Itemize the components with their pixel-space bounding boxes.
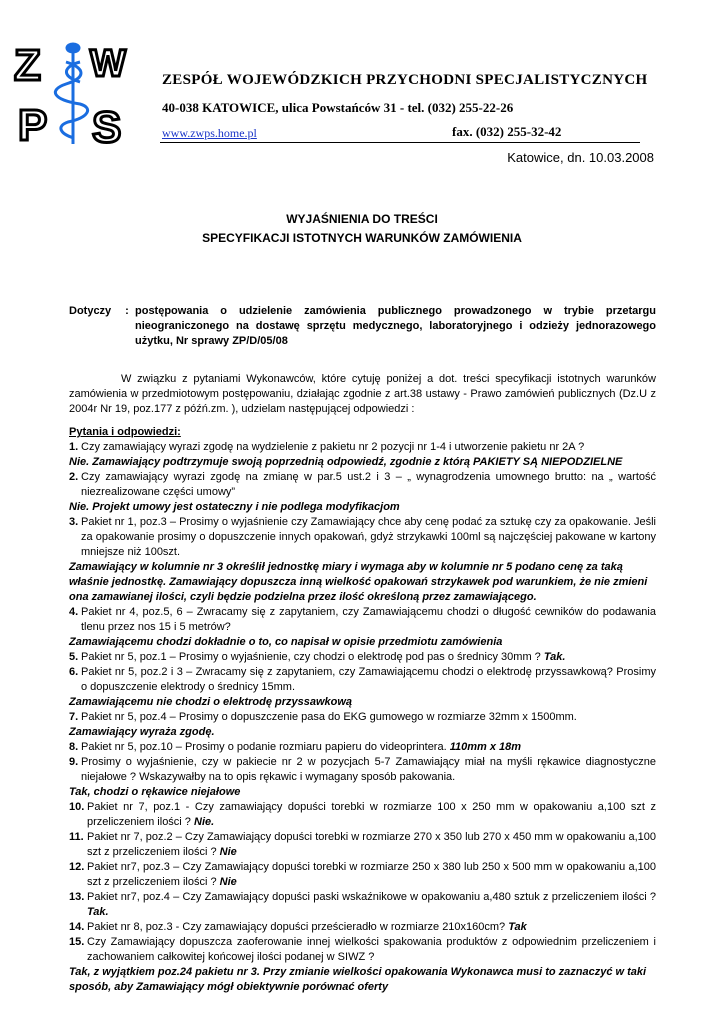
question-text: Pakiet nr7, poz.4 – Czy Zamawiający dopuści paski wskaźnikowe w opakowaniu a,480 sztuk z przeliczeniem ilości ? — [87, 891, 656, 903]
fax-number: fax. (032) 255-32-42 — [452, 124, 562, 139]
qa-heading: Pytania i odpowiedzi: — [69, 426, 181, 438]
website-link[interactable]: www.zwps.home.pl — [162, 126, 257, 140]
question-number: 5. — [69, 651, 79, 663]
inline-answer: 110mm x 18m — [449, 741, 522, 753]
question-item — [69, 740, 656, 755]
question-number: 12. — [69, 861, 85, 873]
question-text-wrap — [81, 515, 656, 560]
question-number: 10. — [69, 801, 85, 813]
question-number: 7. — [69, 711, 79, 723]
question-number: 4. — [69, 606, 79, 618]
inline-answer: Tak. — [543, 651, 566, 663]
question-text-wrap — [87, 890, 656, 920]
subject-text: postępowania o udzielenie zamówienia publicznego prowadzonego w trybie przetargu nieograniczonego na dostawę sprzętu medycznego, laboratoryjnego i odzieży jednorazowego użytku, Nr sprawy ZP/D/05/08 — [135, 305, 656, 347]
question-text: Pakiet nr 7, poz.1 - Czy zamawiający dopuści torebki w rozmiarze 100 x 250 mm w opakowaniu a,100 szt z przeliczeniem ilości ? — [87, 801, 656, 828]
question-text: Czy Zamawiający dopuszcza zaoferowanie innej wielkości spakowania produktów z odpowiednim przeliczeniem i zachowaniem całkowitej końcowej ilości podanej w SIWZ ? — [87, 936, 656, 963]
answer-text: Tak, chodzi o rękawice niejałowe — [69, 786, 241, 798]
question-text-wrap — [87, 800, 656, 830]
question-text-wrap — [87, 830, 656, 860]
question-text: Pakiet nr 7, poz.2 – Czy Zamawiający dopuści torebki w rozmiarze 270 x 350 lub 270 x 450 mm w opakowaniu a,100 szt z przeliczeniem ilości ? — [87, 831, 656, 858]
answer-text: Nie. Projekt umowy jest ostateczny i nie podlega modyfikacjom — [69, 501, 400, 513]
question-text: Pakiet nr 5, poz.2 i 3 – Zwracamy się z zapytaniem, czy Zamawiającemu chodzi o elektrodę przyssawkową? Prosimy o dopuszczenie elektrody o średnicy 15mm. — [81, 666, 656, 693]
document-date: Katowice, dn. 10.03.2008 — [507, 150, 654, 165]
question-text: Pakiet nr 5, poz.10 – Prosimy o podanie rozmiaru papieru do videoprintera. — [81, 741, 447, 753]
question-item — [69, 920, 656, 935]
logo-letter-p: P — [18, 101, 48, 148]
inline-answer: Tak — [508, 921, 527, 933]
organization-address: 40-038 KATOWICE, ulica Powstańców 31 - tel. (032) 255-22-26 — [162, 100, 514, 115]
question-number: 8. — [69, 741, 79, 753]
question-number: 6. — [69, 666, 79, 678]
question-number: 9. — [69, 756, 79, 768]
intro-text: W związku z pytaniami Wykonawców, które cytuję poniżej a dot. treści specyfikacji istotnych warunków zamówienia w przedmiotowym postępowaniu, działając zgodnie z art.38 ustawy - Prawo zamówień publicznych (Dz.U z 2004r Nr 19, poz.177 z późń.zm. ), udzielam następującej odpowiedzi : — [69, 373, 656, 415]
question-item — [69, 665, 656, 695]
question-item — [69, 935, 656, 965]
question-item — [69, 755, 656, 785]
organization-name: ZESPÓŁ WOJEWÓDZKICH PRZYCHODNI SPECJALISTYCZNYCH — [162, 72, 648, 88]
answer-text: Nie. Zamawiający podtrzymuje swoją poprzednią odpowiedź, zgodnie z którą PAKIETY SĄ NIEPODZIELNE — [69, 456, 623, 468]
question-text-wrap — [81, 605, 656, 635]
inline-answer: Nie — [219, 846, 237, 858]
subject-colon: : — [125, 305, 129, 317]
question-text-wrap — [81, 755, 656, 785]
question-text: Pakiet nr 4, poz.5, 6 – Zwracamy się z zapytaniem, czy Zamawiającemu chodzi o długość cewników do podawania tlenu przez nos 15 i 5 metrów? — [81, 606, 656, 633]
question-number: 3. — [69, 516, 79, 528]
inline-answer: Tak. — [87, 906, 109, 918]
question-text-wrap — [81, 440, 656, 455]
logo-letter-z: Z — [14, 41, 41, 90]
question-text-wrap — [81, 740, 656, 755]
question-text-wrap — [81, 650, 656, 665]
question-text: Czy zamawiający wyrazi zgodę na zmianę w par.5 ust.2 i 3 – „ wynagrodzenia umownego brutto: na „ wartość niezrealizowane części umowy” — [81, 471, 656, 498]
question-text-wrap — [81, 665, 656, 695]
question-text-wrap — [81, 470, 656, 500]
question-number: 1. — [69, 441, 79, 453]
question-number: 2. — [69, 471, 79, 483]
question-item — [69, 710, 656, 725]
question-text-wrap — [81, 710, 656, 725]
answer-text: Tak, z wyjątkiem poz.24 pakietu nr 3. Przy zmianie wielkości opakowania Wykonawca musi to zaznaczyć w taki sposób, aby Zamawiający mógł obiektywnie porównać oferty — [69, 966, 647, 993]
answer-text: Zamawiający wyraża zgodę. — [69, 726, 215, 738]
intro-paragraph — [69, 372, 656, 417]
question-number: 11. — [69, 831, 84, 843]
question-text-wrap — [87, 920, 656, 935]
question-text: Pakiet nr 5, poz.4 – Prosimy o dopuszczenie pasa do EKG gumowego w rozmiarze 32mm x 1500mm. — [81, 711, 577, 723]
question-item — [69, 605, 656, 635]
question-text: Pakiet nr 1, poz.3 – Prosimy o wyjaśnienie czy Zamawiający chce aby cenę podać za sztukę czy za opakowanie. Jeśli za opakowanie prosimy o dopuszczenie innych opakowań, gdyż strzykawki 100ml są najczęściej pakowane w kartony mniejsze niż 100szt. — [81, 516, 656, 558]
question-item — [69, 470, 656, 500]
question-item — [69, 860, 656, 890]
subject-label: Dotyczy — [69, 305, 112, 317]
question-text: Pakiet nr7, poz.3 – Czy Zamawiający dopuści torebki w rozmiarze 250 x 380 lub 250 x 500 mm w opakowaniu a,100 szt z przeliczeniem ilości ? — [87, 861, 656, 888]
document-title-line1: WYJAŚNIENIA DO TREŚCI — [286, 212, 438, 226]
zwps-logo — [8, 38, 138, 148]
question-text: Pakiet nr 5, poz.1 – Prosimy o wyjaśnienie, czy chodzi o elektrodę pod pas o średnicy 30mm ? — [81, 651, 541, 663]
question-text: Pakiet nr 8, poz.3 - Czy zamawiający dopuści prześcieradło w rozmiarze 210x160cm? — [87, 921, 506, 933]
answer-text: Zamawiający w kolumnie nr 3 określił jednostkę miary i wymaga aby w kolumnie nr 5 podano cenę za taką właśnie jednostkę. Zamawiający dopuszcza inną wielkość opakowań strzykawek pod warunkiem, że nie zmieni ona zamawianej ilości, czyli będzie podzielna przez ilość określoną przez zamawiającego. — [69, 561, 648, 603]
header-divider — [160, 142, 640, 143]
logo-letter-s: S — [92, 103, 122, 148]
inline-answer: Nie. — [194, 816, 215, 828]
answer-text: Zamawiającemu chodzi dokładnie o to, co napisał w opisie przedmiotu zamówienia — [69, 636, 503, 648]
document-title-line2: SPECYFIKACJI ISTOTNYCH WARUNKÓW ZAMÓWIENIA — [202, 231, 522, 245]
answer-text: Zamawiającemu nie chodzi o elektrodę przyssawkową — [69, 696, 353, 708]
question-text-wrap — [87, 935, 656, 965]
question-item — [69, 440, 656, 455]
question-item — [69, 830, 656, 860]
question-item — [69, 890, 656, 920]
question-number: 14. — [69, 921, 85, 933]
question-item — [69, 800, 656, 830]
question-text: Czy zamawiający wyrazi zgodę na wydzielenie z pakietu nr 2 pozycji nr 1-4 i utworzenie pakietu nr 2A ? — [81, 441, 585, 453]
question-text-wrap — [87, 860, 656, 890]
question-item — [69, 515, 656, 560]
question-number: 13. — [69, 891, 85, 903]
subject-block — [69, 304, 656, 349]
questions-answers — [69, 425, 656, 995]
question-text: Prosimy o wyjaśnienie, czy w pakiecie nr 2 w pozycjach 5-7 Zamawiający miał na myśli rękawice diagnostyczne niejałowe ? Wskazywałby na to opis rękawic i wymagany sposób pakowania. — [81, 756, 656, 783]
question-item — [69, 650, 656, 665]
question-number: 15. — [69, 936, 85, 948]
inline-answer: Nie — [219, 876, 237, 888]
logo-letter-w: W — [90, 43, 126, 85]
